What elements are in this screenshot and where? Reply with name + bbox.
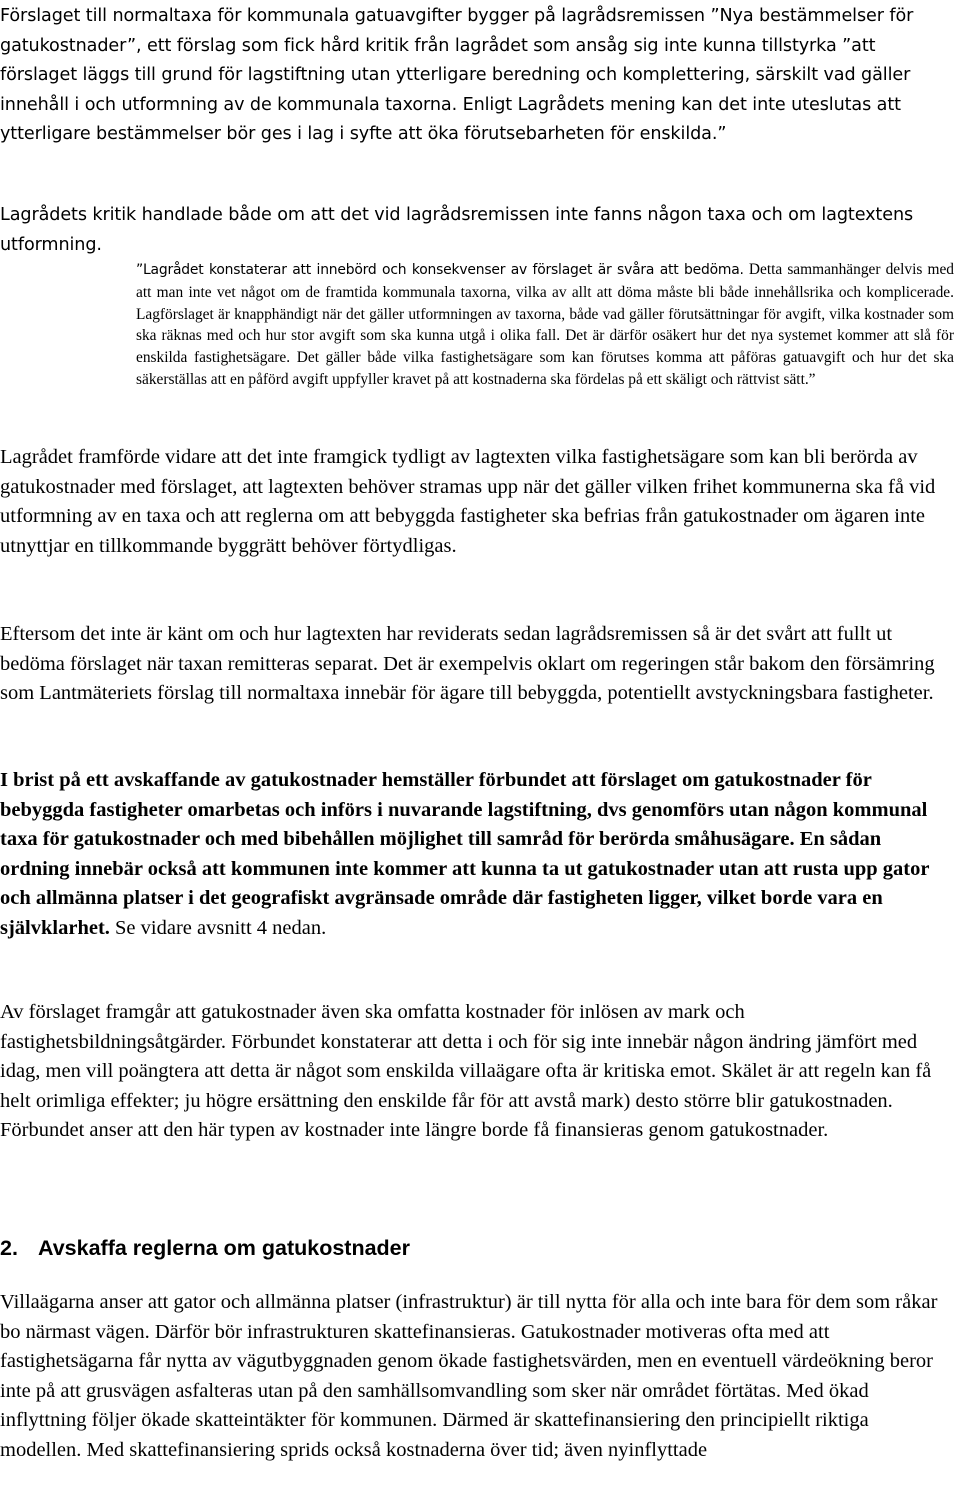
hemstallan-bold-text: I brist på ett avskaffande av gatukostnader hemställer förbundet att förslaget om gatukostnader för bebyggda fastigheter omarbetas och införs i nuvarande lagstiftning, dvs genomförs utan någon kommunal taxa för gatukostnader och med bibehållen möjlighet till samråd för berörda småhusägare. En sådan ordning innebär också att kommunen inte kommer att kunna ta ut gatukostnader utan att rusta upp gator och allmänna platser i det geografiskt avgränsade område där fastigheten ligger, vilket borde vara en självklarhet.	[0, 769, 930, 939]
hemstallan-reference: Se vidare avsnitt 4 nedan.	[109, 916, 327, 939]
paragraph-inlosen-av-mark: Av förslaget framgår att gatukostnader även ska omfatta kostnader för inlösen av mark och fastighetsbildningsåtgärder. Förbundet konstaterar att detta i och för sig inte innebär någon ändring jämfört med idag, men vill poängtera att detta är något som enskilda villaägare ofta är kritiska emot. Skälet är att regeln kan få helt orimliga effekter; ju högre ersättning den enskilde får för att avstå mark) desto större blir gatukostnaden. Förbundet anser att den här typen av kostnader inte längre borde få finansieras genom gatukostnader.	[0, 1001, 932, 1142]
section-number: 2.	[0, 1236, 18, 1260]
paragraph-eftersom: Eftersom det inte är känt om och hur lagtexten har reviderats sedan lagrådsremissen så är det svårt att fullt ut bedöma förslaget när taxan remitteras separat. Det är exempelvis oklart om regeringen står bakom den försämring som Lantmäteriets förslag till normaltaxa innebär för ägare till bebyggda, potentiellt avstyckningsbara fastigheter.	[0, 623, 935, 705]
paragraph-lagradet-framforde: Lagrådet framförde vidare att det inte framgick tydligt av lagtexten vilka fastighetsägare som kan bli berörda av gatukostnader med förslaget, att lagtexten behöver stramas upp när det gäller vilken frihet kommunerna ska få vid utformning av en taxa och att reglerna om att bebyggda fastigheter ska befrias från gatukostnader om ägaren inte utnyttjar en tillkommande byggrätt behöver förtydligas.	[0, 446, 936, 557]
section-heading	[0, 1231, 955, 1265]
paragraph-lagradsremiss: Förslaget till normaltaxa för kommunala gatuavgifter bygger på lagrådsremissen ”Nya bestämmelser för gatukostnader”, ett förslag som fick hård kritik från lagrådet som ansåg sig inte kunna tillstyrka ”att förslaget läggs till grund för lagstiftning utan ytterligare beredning och komplettering, särskilt vad gäller innehåll i och utformning av de kommunala taxorna. Enligt Lagrådets mening kan det inte uteslutas att ytterligare bestämmelser bör ges i lag i syfte att öka förutsebarheten för enskilda.”	[0, 6, 914, 144]
paragraph-lagradets-kritik: Lagrådets kritik handlade både om att det vid lagrådsremissen inte fanns någon taxa och om lagtextens utformning.	[0, 205, 914, 255]
quote-body: Detta sammanhänger delvis med att man inte vet något om de framtida kommunala taxorna, vilka av allt att döma måste bli både innehållsrika och komplicerade. Lagförslaget är knapphändigt när det gäller utformningen av taxorna, både vad gäller förutsättningar för avgift, vilka kostnader som ska räknas med och hur stor avgift som ska kunna utgå i olika fall. Det är därför osäkert hur det nya systemet kommer att slå för enskilda fastighetsägare. Det gäller både vilka fastighetsägare som kan förutses komma att påföras gatuavgift och hur det ska säkerställas att en påförd avgift uppfyller kravet på att kostnaderna ska fördelas på ett skäligt och rättvist sätt.”	[136, 261, 954, 388]
quote-lead-sentence: ”Lagrådet konstaterar att innebörd och konsekvenser av förslaget är svåra att bedöma.	[136, 262, 744, 278]
section-title: Avskaffa reglerna om gatukostnader	[38, 1236, 410, 1260]
block-quote-lagradet	[136, 259, 954, 391]
paragraph-hemstaller	[0, 766, 955, 944]
paragraph-villaagarna-anser: Villaägarna anser att gator och allmänna platser (infrastruktur) är till nytta för alla och inte bara för dem som råkar bo närmast vägen. Därför bör infrastrukturen skattefinansieras. Gatukostnader motiveras ofta med att fastighetsägarna får nytta av vägutbyggnaden genom ökade fastighetsvärden, men en eventuell värdeökning beror inte på att grusvägen asfalteras utan på den samhällsomvandling som sker när området förtätas. Med ökad inflyttning följer ökade skatteintäkter för kommunen. Därmed är skattefinansiering den principiellt riktiga modellen. Med skattefinansiering sprids också kostnaderna över tid; även nyinflyttade	[0, 1291, 938, 1461]
